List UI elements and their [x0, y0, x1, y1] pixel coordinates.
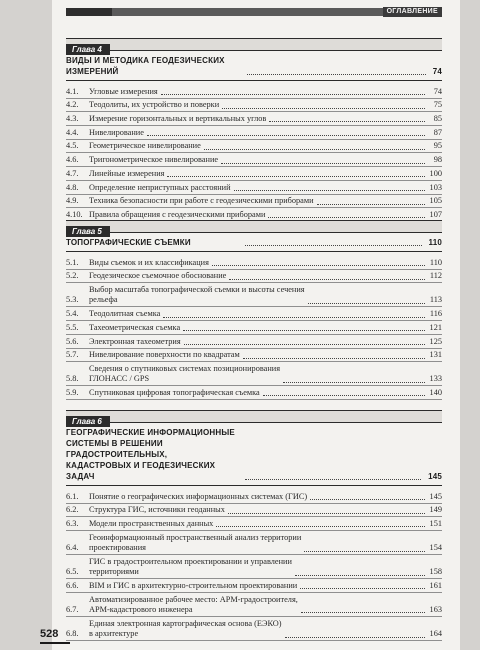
entry-body — [89, 210, 428, 220]
leader-dots — [163, 317, 425, 318]
toc-entry — [66, 126, 442, 140]
entry-body — [89, 364, 428, 385]
entry-page-number: 98 — [433, 155, 442, 165]
entry-body — [89, 100, 428, 110]
leader-dots — [295, 575, 425, 576]
entry-title-line: Определение неприступных расстояний — [89, 182, 231, 192]
leader-dots — [229, 279, 425, 280]
entry-title — [89, 210, 265, 220]
entry-title-line: Нивелирование — [89, 127, 144, 137]
toc-entry — [66, 362, 442, 386]
entry-title — [89, 581, 297, 591]
entry-page-number: 164 — [429, 629, 442, 639]
entry-number: 6.1. — [66, 491, 79, 501]
toc-entry-list — [66, 85, 442, 222]
entry-page-number: 163 — [429, 605, 442, 615]
leader-dots — [300, 588, 425, 589]
entry-number: 6.3. — [66, 519, 79, 529]
entry-number: 5.5. — [66, 322, 79, 332]
entry-page-number: 133 — [429, 374, 442, 384]
entry-page-number: 145 — [429, 491, 442, 501]
entry-body — [89, 87, 428, 97]
entry-body — [89, 323, 428, 333]
entry-number: 5.8. — [66, 374, 79, 384]
entry-body — [89, 155, 428, 165]
entry-page-number: 116 — [429, 309, 442, 319]
chapter-label: Глава 6 — [66, 416, 110, 427]
entry-title-line: Геометрическое нивелирование — [89, 141, 201, 151]
leader-dots — [317, 204, 425, 205]
entry-body — [89, 337, 428, 347]
toc-entry — [66, 504, 442, 518]
chapter-title-line: КАДАСТРОВЫХ И ГЕОДЕЗИЧЕСКИХ ЗАДАЧ — [66, 461, 216, 481]
entry-page-number: 151 — [429, 519, 442, 529]
toc-entry — [66, 555, 442, 579]
entry-number: 4.5. — [66, 141, 79, 151]
toc-entry — [66, 181, 442, 195]
entry-title — [89, 141, 201, 151]
chapter-header-band — [66, 410, 442, 426]
toc-entry-list — [66, 490, 442, 641]
entry-body — [89, 196, 428, 206]
entry-title-line: Структура ГИС, источники геоданных — [89, 505, 225, 515]
toc-entry — [66, 85, 442, 99]
toc-entry — [66, 307, 442, 321]
entry-body — [89, 505, 428, 515]
toc-entry — [66, 321, 442, 335]
entry-title-line: Теодолитная съемка — [89, 309, 161, 319]
entry-title-line: Спутниковая цифровая топографическая съемка — [89, 388, 260, 397]
chapter-title — [66, 427, 442, 486]
entry-number: 5.9. — [66, 388, 79, 397]
leader-dots — [247, 74, 425, 75]
entry-title — [89, 364, 280, 385]
entry-title-line: Нивелирование поверхности по квадратам — [89, 350, 240, 360]
leader-dots — [234, 190, 425, 191]
leader-dots — [243, 358, 425, 359]
entry-page-number: 154 — [429, 543, 442, 553]
entry-title — [89, 128, 144, 138]
entry-page-number: 87 — [433, 127, 442, 137]
chapter-title — [66, 237, 442, 252]
toc-entry-list — [66, 256, 442, 400]
chapter-header-band — [66, 220, 442, 236]
entry-number: 6.6. — [66, 580, 79, 590]
page-number-rule — [40, 642, 70, 644]
entry-number: 5.4. — [66, 309, 79, 319]
entry-number: 5.1. — [66, 257, 79, 267]
toc-entry — [66, 270, 442, 284]
entry-page-number: 158 — [429, 567, 442, 577]
entry-title-line: Тахеометрическая съемка — [89, 322, 181, 332]
entry-title-line: Сведения о спутниковых системах позиционирования — [89, 363, 281, 373]
entry-title — [89, 169, 164, 179]
entry-page-number: 161 — [429, 580, 442, 590]
toc-entry — [66, 112, 442, 126]
entry-title-line: Правила обращения с геодезическими приборами — [89, 209, 266, 219]
chapter-page-number: 110 — [428, 238, 443, 247]
leader-dots — [216, 526, 425, 527]
leader-dots — [304, 551, 425, 552]
toc-entry — [66, 256, 442, 270]
entry-title — [89, 285, 305, 306]
entry-body — [89, 285, 428, 306]
leader-dots — [147, 135, 425, 136]
running-header-bar — [66, 8, 442, 16]
toc-entry — [66, 99, 442, 113]
entry-page-number: 85 — [433, 114, 442, 124]
entry-number: 4.8. — [66, 182, 79, 192]
toc-entry — [66, 140, 442, 154]
entry-title — [89, 196, 314, 206]
entry-body — [89, 350, 428, 360]
chapter-6 — [66, 410, 442, 641]
leader-dots — [269, 121, 425, 122]
entry-title — [89, 388, 260, 398]
entry-title-line: Геодезическое съемочное обоснование — [89, 271, 227, 281]
entry-number: 5.6. — [66, 336, 79, 346]
toc-entry — [66, 517, 442, 531]
entry-title-line: Электронная тахеометрия — [89, 336, 181, 346]
entry-page-number: 75 — [433, 100, 442, 110]
chapter-label: Глава 5 — [66, 226, 110, 237]
entry-body — [89, 557, 428, 578]
toc-entry — [66, 167, 442, 181]
entry-body — [89, 128, 428, 138]
entry-number: 6.7. — [66, 605, 79, 615]
toc-entry — [66, 153, 442, 167]
chapter-title-line: ТОПОГРАФИЧЕСКИЕ СЪЕМКИ — [66, 238, 191, 247]
toc-entry — [66, 386, 442, 400]
entry-title — [89, 557, 292, 578]
header-tab — [66, 8, 112, 16]
chapter-4 — [66, 38, 442, 222]
leader-dots — [285, 637, 425, 638]
toc-entry — [66, 617, 442, 641]
entry-number: 4.4. — [66, 127, 79, 137]
entry-title-line: Тригонометрическое нивелирование — [89, 155, 219, 165]
entry-body — [89, 141, 428, 151]
leader-dots — [184, 344, 425, 345]
entry-title-line: ГИС в градостроительном проектировании и управлении — [89, 556, 292, 566]
entry-body — [89, 271, 428, 281]
leader-dots — [245, 479, 421, 480]
entry-title — [89, 492, 307, 502]
leader-dots — [228, 513, 425, 514]
entry-title-line: территориями — [89, 567, 139, 577]
entry-title — [89, 87, 158, 97]
leader-dots — [310, 499, 425, 500]
entry-number: 4.2. — [66, 100, 79, 110]
entry-page-number: 113 — [429, 295, 442, 305]
leader-dots — [167, 176, 425, 177]
running-title: ОГЛАВЛЕНИЕ — [383, 7, 442, 17]
entry-title-line: Единая электронная картографическая основа (ЕЭКО) — [89, 618, 282, 628]
entry-title-line: Теодолиты, их устройство и поверки — [89, 100, 220, 110]
entry-number: 6.5. — [66, 567, 79, 577]
entry-page-number: 74 — [433, 86, 442, 96]
entry-title — [89, 505, 225, 515]
entry-title-line: ГЛОНАСС / GPS — [89, 374, 150, 384]
entry-number: 4.3. — [66, 114, 79, 124]
entry-title-line: рельефа — [89, 295, 118, 305]
leader-dots — [183, 330, 425, 331]
entry-title-line: Автоматизированное рабочее место: АРМ-градостроителя, — [89, 594, 298, 604]
entry-title — [89, 323, 180, 333]
entry-title — [89, 337, 181, 347]
leader-dots — [222, 108, 425, 109]
entry-title — [89, 183, 231, 193]
entry-title — [89, 519, 213, 529]
entry-page-number: 95 — [433, 141, 442, 151]
chapter-title-text — [66, 427, 242, 482]
entry-page-number: 140 — [429, 388, 442, 397]
entry-body — [89, 388, 428, 398]
entry-body — [89, 258, 428, 268]
entry-title — [89, 271, 226, 281]
entry-page-number: 125 — [429, 336, 442, 346]
chapter-page-number: 74 — [432, 67, 442, 76]
entry-number: 4.7. — [66, 168, 79, 178]
chapter-title-line: ВИДЫ И МЕТОДИКА ГЕОДЕЗИЧЕСКИХ ИЗМЕРЕНИЙ — [66, 56, 225, 76]
leader-dots — [308, 303, 425, 304]
entry-title — [89, 350, 240, 360]
chapter-page-number: 145 — [428, 472, 443, 481]
entry-body — [89, 619, 428, 640]
entry-page-number: 100 — [429, 168, 442, 178]
entry-number: 6.8. — [66, 629, 79, 639]
entry-page-number: 131 — [429, 350, 442, 360]
entry-page-number: 149 — [429, 505, 442, 515]
entry-title — [89, 258, 209, 268]
leader-dots — [263, 395, 425, 396]
entry-title — [89, 533, 301, 554]
entry-title-line: Угловые измерения — [89, 86, 158, 96]
entry-title-line: Линейные измерения — [89, 168, 165, 178]
toc-entry — [66, 531, 442, 555]
entry-number: 6.2. — [66, 505, 79, 515]
entry-title-line: Выбор масштаба топографической съемки и высоты сечения — [89, 285, 305, 295]
leader-dots — [301, 612, 425, 613]
entry-title-line: Виды съемок и их классификация — [89, 257, 209, 267]
entry-title — [89, 309, 160, 319]
entry-title — [89, 114, 266, 124]
entry-title-line: Геоинформационный пространственный анализ территории — [89, 532, 302, 542]
leader-dots — [161, 94, 425, 95]
entry-title-line: Измерение горизонтальных и вертикальных углов — [89, 114, 267, 124]
chapter-title-text — [66, 237, 242, 248]
entry-number: 4.1. — [66, 86, 79, 96]
entry-title — [89, 619, 282, 640]
entry-page-number: 105 — [429, 196, 442, 206]
toc-entry — [66, 579, 442, 593]
entry-title-line: Понятие о географических информационных системах (ГИС) — [89, 491, 308, 501]
toc-entry — [66, 349, 442, 363]
leader-dots — [212, 265, 425, 266]
entry-title-line: в архитектуре — [89, 629, 139, 639]
chapter-title — [66, 55, 442, 81]
entry-title-line: АРМ-кадастрового инженера — [89, 605, 193, 615]
entry-body — [89, 492, 428, 502]
entry-title — [89, 595, 298, 616]
toc-entry — [66, 195, 442, 209]
leader-dots — [204, 149, 425, 150]
entry-body — [89, 581, 428, 591]
entry-body — [89, 169, 428, 179]
entry-title-line: проектирования — [89, 543, 146, 553]
entry-number: 4.6. — [66, 155, 79, 165]
entry-title-line: Техника безопасности при работе с геодезическими приборами — [89, 196, 314, 206]
entry-page-number: 121 — [429, 322, 442, 332]
entry-number: 5.3. — [66, 295, 79, 305]
chapter-header-band — [66, 38, 442, 54]
entry-number: 5.2. — [66, 271, 79, 281]
entry-body — [89, 595, 428, 616]
chapter-label: Глава 4 — [66, 44, 110, 55]
chapter-5 — [66, 220, 442, 400]
entry-page-number: 103 — [429, 182, 442, 192]
toc-entry — [66, 283, 442, 307]
leader-dots — [245, 245, 421, 246]
entry-number: 4.9. — [66, 196, 79, 206]
page-number: 528 — [40, 628, 59, 640]
toc-entry — [66, 593, 442, 617]
chapter-title-text — [66, 55, 244, 77]
chapter-title-line: ГЕОГРАФИЧЕСКИЕ ИНФОРМАЦИОННЫЕ СИСТЕМЫ В РЕШЕНИИ ГРАДОСТРОИТЕЛЬНЫХ, — [66, 428, 235, 459]
entry-number: 4.10. — [66, 209, 83, 219]
entry-number: 6.4. — [66, 543, 79, 553]
entry-body — [89, 533, 428, 554]
leader-dots — [283, 382, 425, 383]
leader-dots — [221, 163, 425, 164]
entry-title — [89, 155, 218, 165]
toc-entry — [66, 335, 442, 349]
entry-page-number: 110 — [429, 257, 442, 267]
entry-title-line: Модели пространственных данных — [89, 519, 214, 529]
entry-page-number: 112 — [429, 271, 442, 281]
entry-title — [89, 100, 219, 110]
entry-body — [89, 183, 428, 193]
entry-page-number: 107 — [429, 209, 442, 219]
toc-entry — [66, 490, 442, 504]
entry-body — [89, 309, 428, 319]
leader-dots — [268, 217, 425, 218]
entry-title-line: BIM и ГИС в архитектурно-строительном проектировании — [89, 580, 298, 590]
entry-body — [89, 519, 428, 529]
entry-number: 5.7. — [66, 350, 79, 360]
entry-body — [89, 114, 428, 124]
